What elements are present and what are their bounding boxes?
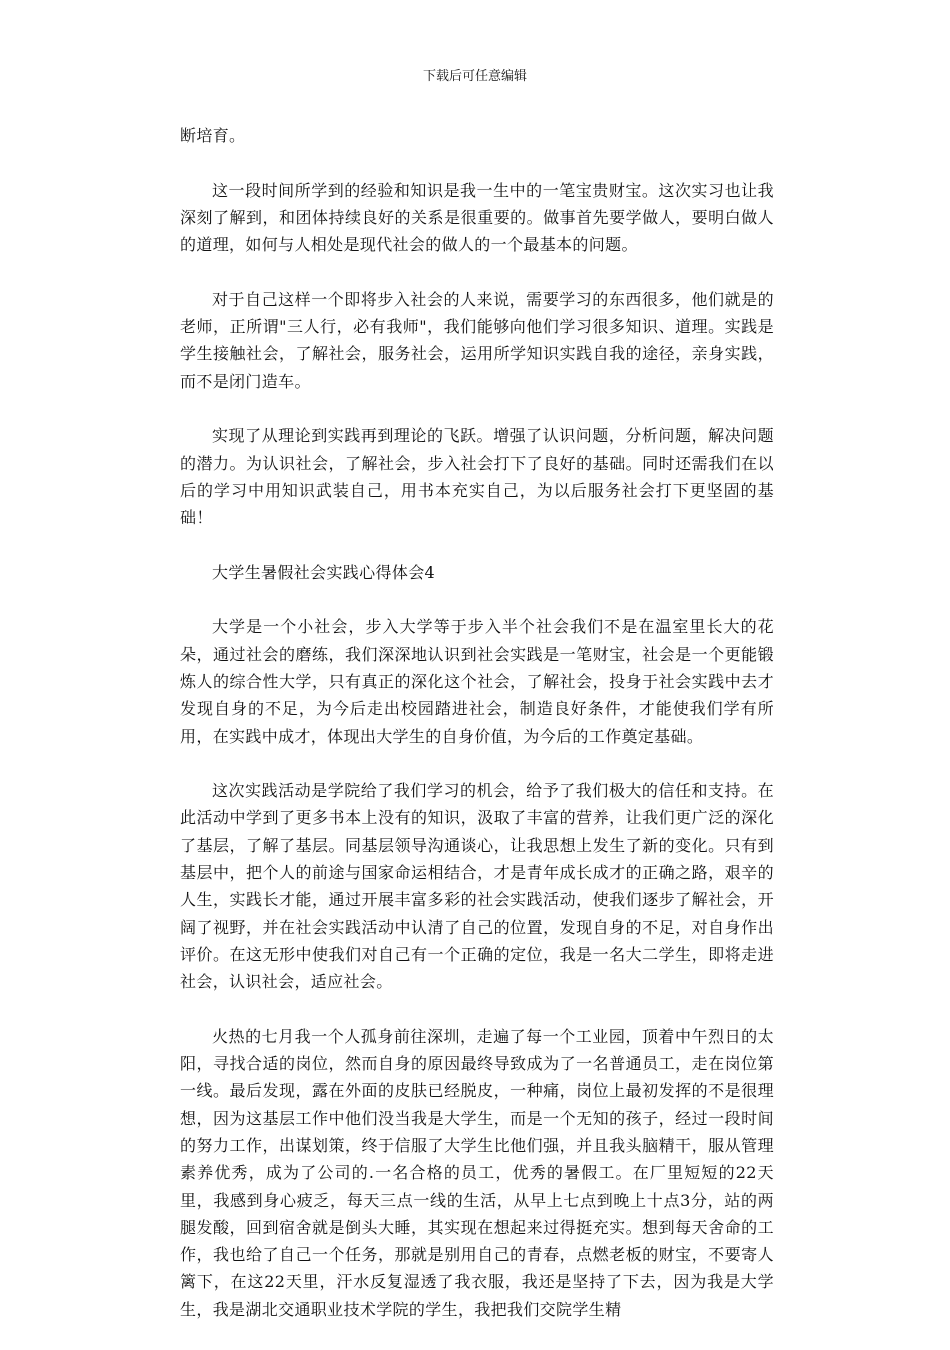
paragraph: 对于自己这样一个即将步入社会的人来说，需要学习的东西很多，他们就是的老师，正所谓"三人行，必有我师"，我们能够向他们学习很多知识、道理。实践是学生接触社会，了解社会，服务社会，运用所学知识实践自我的途径，亲身实践，而不是闭门造车。 (180, 289, 774, 391)
section-heading: 大学生暑假社会实践心得体会4 (212, 562, 436, 582)
paragraph: 这一段时间所学到的经验和知识是我一生中的一笔宝贵财宝。这次实习也让我深刻了解到，和团体持续良好的关系是很重要的。做事首先要学做人，要明白做人的道理，如何与人相处是现代社会的做人的一个最基本的问题。 (180, 180, 774, 255)
page-header-note: 下载后可任意编辑 (422, 69, 527, 84)
paragraph: 火热的七月我一个人孤身前往深圳，走遍了每一个工业园，顶着中午烈日的太阳，寻找合适的岗位，然而自身的原因最终导致成为了一名普通员工，走在岗位第一线。最后发现，露在外面的皮肤已经脱皮，一种痛，岗位上最初发挥的不是很理想，因为这基层工作中他们没当我是大学生，而是一个无知的孩子，经过一段时间的努力工作，出谋划策，终于信服了大学生比他们强，并且我头脑精干，服从管理素养优秀，成为了公司的.一名合格的员工，优秀的暑假工。在厂里短短的22天里，我感到身心疲乏，每天三点一线的生活，从早上七点到晚上十点3分，站的两腿发酸，回到宿舍就是倒头大睡，其实现在想起来过得挺充实。想到每天舍命的工作，我也给了自己一个任务，那就是别用自己的青春，点燃老板的财宝，不要寄人篱下，在这22天里，汗水反复湿透了我衣服，我还是坚持了下去，因为我是大学生，我是湖北交通职业技术学院的学生，我把我们交院学生精 (180, 1026, 774, 1319)
paragraph: 大学是一个小社会，步入大学等于步入半个社会我们不是在温室里长大的花朵，通过社会的磨练，我们深深地认识到社会实践是一笔财宝，社会是一个更能锻炼人的综合性大学，只有真正的深化这个社会，了解社会，投身于社会实践中去才发现自身的不足，为今后走出校园踏进社会，制造良好条件，才能使我们学有所用，在实践中成才，体现出大学生的自身价值，为今后的工作奠定基础。 (180, 617, 774, 746)
paragraph: 这次实践活动是学院给了我们学习的机会，给予了我们极大的信任和支持。在此活动中学到了更多书本上没有的知识，汲取了丰富的营养，让我们更广泛的深化了基层，了解了基层。同基层领导沟通谈心，让我思想上发生了新的变化。只有到基层中，把个人的前途与国家命运相结合，才是青年成长成才的正确之路，艰辛的人生，实践长才能，通过开展丰富多彩的社会实践活动，使我们逐步了解社会，开阔了视野，并在社会实践活动中认清了自己的位置，发现自身的不足，对自身作出评价。在这无形中使我们对自己有一个正确的定位，我是一名大二学生，即将走进社会，认识社会，适应社会。 (180, 781, 774, 992)
document-body (180, 122, 774, 1350)
paragraph-continuation: 断培育。 (180, 126, 246, 145)
paragraph: 实现了从理论到实践再到理论的飞跃。增强了认识问题，分析问题，解决问题的潜力。为认识社会，了解社会，步入社会打下了良好的基础。同时还需我们在以后的学习中用知识武装自己，用书本充实自己，为以后服务社会打下更坚固的基础！ (180, 426, 774, 528)
